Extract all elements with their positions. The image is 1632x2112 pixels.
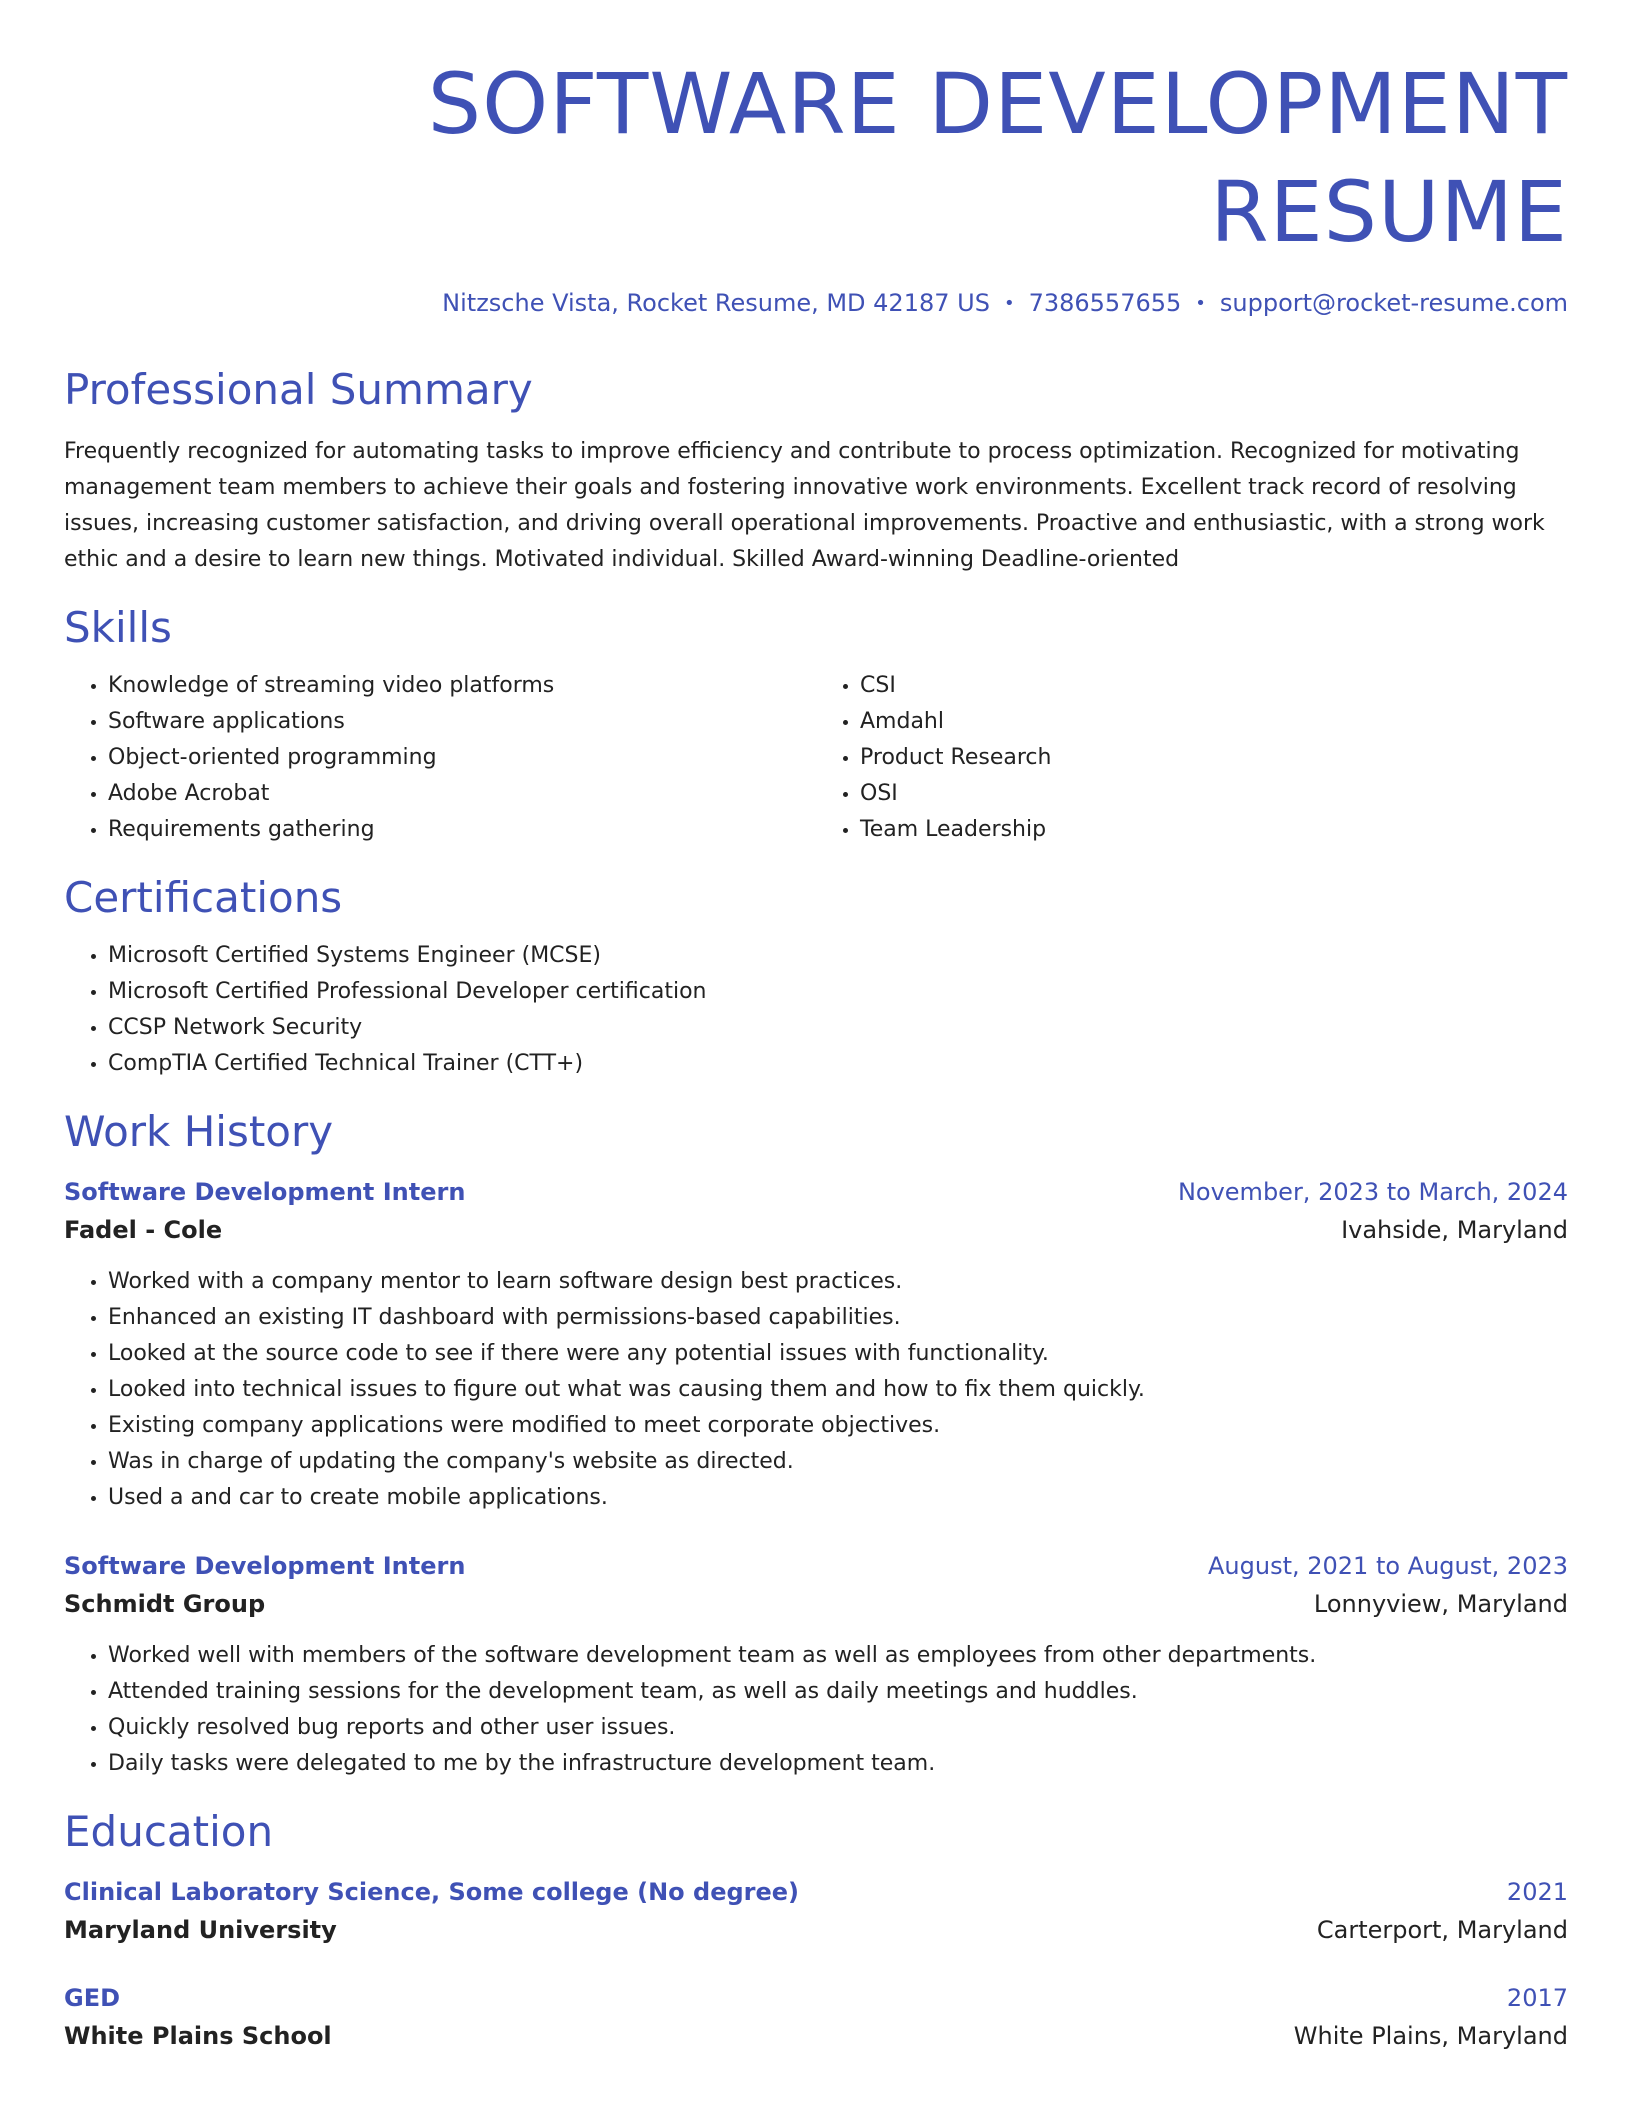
summary-text: Frequently recognized for automating tasks to improve efficiency and contribute to process optimization. Recognized for motivating management team members to achieve their goals and fostering innovative work environments. Excellent track record of resolving issues, increasing customer satisfaction, and driving overall operational improvements. Proactive and enthusiastic, with a strong work ethic and a desire to learn new things. Motivated individual. Skilled Award-winning Deadline-oriented [64, 439, 1545, 572]
contact-email: support@rocket-resume.com [1219, 289, 1568, 317]
certifications-list [64, 938, 1568, 1082]
education-year: 2021 [1506, 1878, 1568, 1906]
certification-item: • CompTIA Certified Technical Trainer (CTT+) [108, 1046, 1568, 1082]
job-entry [64, 1174, 1568, 1516]
contact-separator: • [1195, 293, 1206, 314]
job-entry [64, 1548, 1568, 1782]
skill-item: • Team Leadership [860, 812, 1568, 848]
skills-list-right [816, 668, 1568, 848]
job-location: Lonnyview, Maryland [1313, 1590, 1568, 1618]
education-year: 2017 [1506, 1984, 1568, 2012]
job-bullet: • Attended training sessions for the development team, as well as daily meetings and huddles. [108, 1674, 1568, 1710]
education-school: Maryland University [64, 1916, 337, 1944]
contact-address: Nitzsche Vista, Rocket Resume, MD 42187 US [442, 289, 990, 317]
job-bullet: • Was in charge of updating the company's website as directed. [108, 1444, 1568, 1480]
education-header [64, 1874, 1568, 1910]
skill-item: • OSI [860, 776, 1568, 812]
job-location: Ivahside, Maryland [1341, 1216, 1568, 1244]
job-dates: November, 2023 to March, 2024 [1177, 1178, 1568, 1206]
certification-item: • Microsoft Certified Systems Engineer (MCSE) [108, 938, 1568, 974]
education-degree: Clinical Laboratory Science, Some college (No degree) [64, 1878, 800, 1906]
job-employer: Fadel - Cole [64, 1216, 223, 1244]
contact-separator: • [1003, 293, 1015, 314]
skill-item: • Product Research [860, 740, 1568, 776]
certification-item: • CCSP Network Security [108, 1010, 1568, 1046]
job-subheader [64, 1584, 1568, 1624]
job-title: Software Development Intern [64, 1552, 466, 1580]
skills-list-left [64, 668, 816, 848]
job-bullet: • Quickly resolved bug reports and other user issues. [108, 1710, 1568, 1746]
skill-item: • CSI [860, 668, 1568, 704]
education-heading: Education [64, 1807, 274, 1856]
job-bullet: • Looked into technical issues to figure out what was causing them and how to fix them quickly. [108, 1372, 1568, 1408]
job-bullet: • Worked well with members of the software development team as well as employees from other departments. [108, 1638, 1568, 1674]
skill-item: • Object-oriented programming [108, 740, 816, 776]
contact-phone: 7386557655 [1028, 289, 1182, 317]
job-bullet: • Daily tasks were delegated to me by the infrastructure development team. [108, 1746, 1568, 1782]
education-subheader [64, 2016, 1568, 2056]
skills-heading: Skills [64, 603, 172, 652]
education-degree: GED [64, 1984, 121, 2012]
education-location: Carterport, Maryland [1316, 1916, 1568, 1944]
summary-heading: Professional Summary [64, 365, 533, 414]
education-location: White Plains, Maryland [1293, 2022, 1568, 2050]
job-header [64, 1174, 1568, 1210]
skill-item: • Adobe Acrobat [108, 776, 816, 812]
job-bullets [64, 1264, 1568, 1516]
skill-item: • Knowledge of streaming video platforms [108, 668, 816, 704]
skill-item: • Amdahl [860, 704, 1568, 740]
work-history-heading: Work History [64, 1107, 334, 1156]
contact-line [64, 288, 1568, 319]
job-bullet: • Worked with a company mentor to learn software design best practices. [108, 1264, 1568, 1300]
education-school: White Plains School [64, 2022, 332, 2050]
job-employer: Schmidt Group [64, 1590, 266, 1618]
skill-item: • Requirements gathering [108, 812, 816, 848]
education-entry [64, 1980, 1568, 2056]
job-dates: August, 2021 to August, 2023 [1208, 1552, 1568, 1580]
job-bullets [64, 1638, 1568, 1782]
job-bullet: • Looked at the source code to see if there were any potential issues with functionality. [108, 1336, 1568, 1372]
resume-title: SOFTWARE DEVELOPMENT RESUME [427, 55, 1568, 261]
education-header [64, 1980, 1568, 2016]
job-bullet: • Used a and car to create mobile applications. [108, 1480, 1568, 1516]
certifications-heading: Certifications [64, 873, 343, 922]
education-entry [64, 1874, 1568, 1950]
certification-item: • Microsoft Certified Professional Developer certification [108, 974, 1568, 1010]
job-title: Software Development Intern [64, 1178, 466, 1206]
job-header [64, 1548, 1568, 1584]
job-subheader [64, 1210, 1568, 1250]
skills-columns [64, 668, 1568, 848]
job-bullet: • Enhanced an existing IT dashboard with permissions-based capabilities. [108, 1300, 1568, 1336]
job-bullet: • Existing company applications were modified to meet corporate objectives. [108, 1408, 1568, 1444]
skill-item: • Software applications [108, 704, 816, 740]
education-subheader [64, 1910, 1568, 1950]
